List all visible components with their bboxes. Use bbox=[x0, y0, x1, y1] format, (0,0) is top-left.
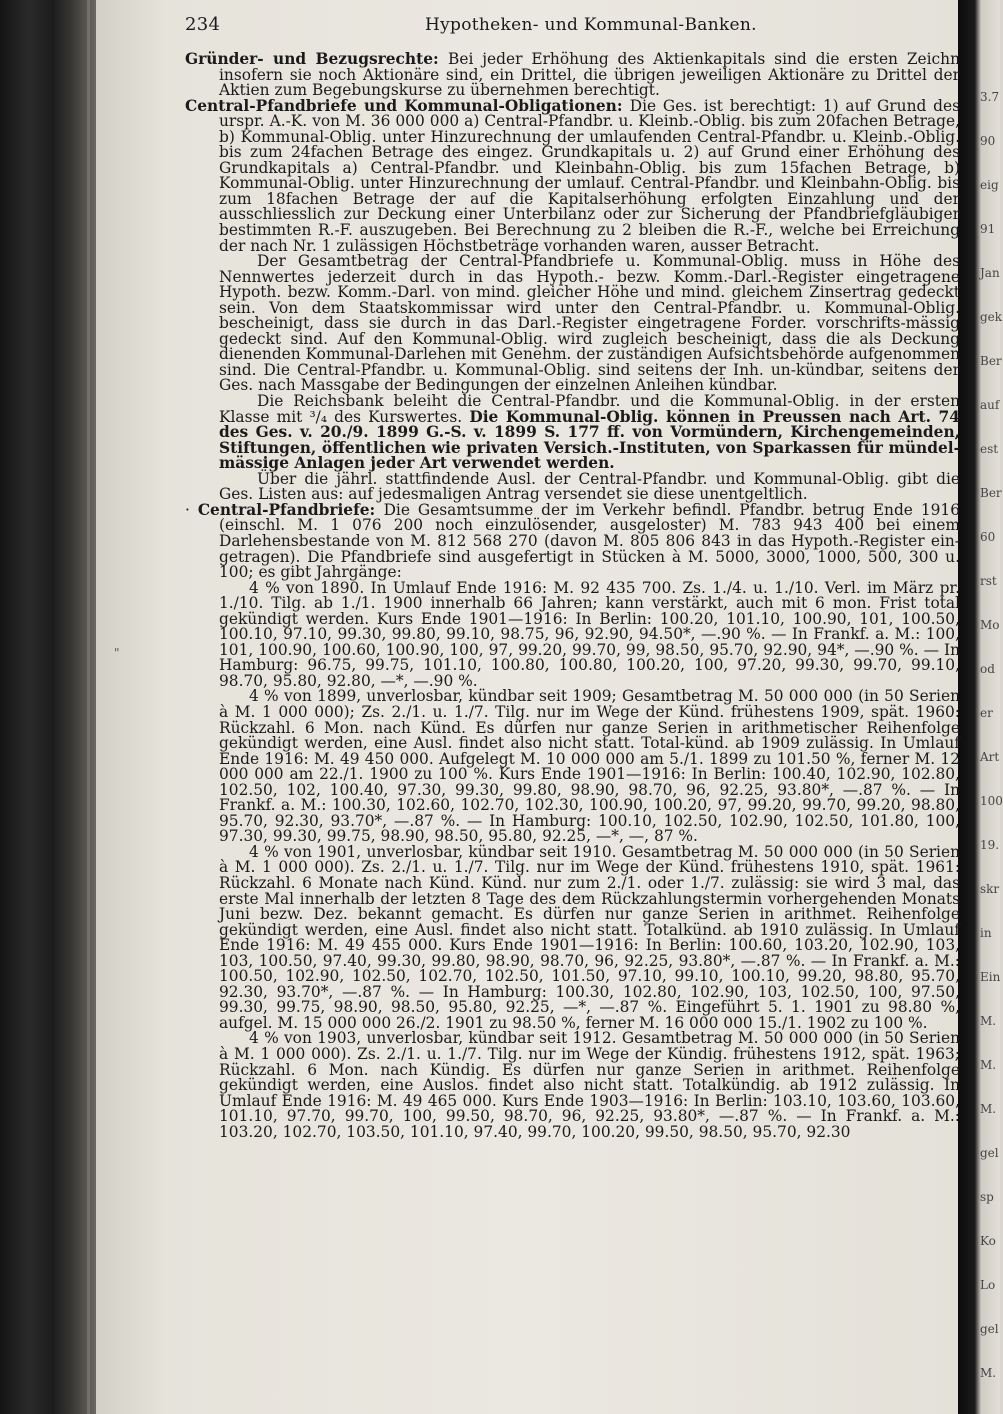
facing-page-fragment: skr bbox=[980, 882, 1000, 896]
text-run: 4 % von 1899, unverlosbar, kündbar seit 1909; Gesamtbetrag M. 50 000 000 (in 50 Serien à M. 1 000 000); Zs. 2./1. u. 1./7. Tilg. nur im Wege der Künd. frühestens 1909, spät. 1960: Rückzahl. 6 Mon. nach Künd. Es dürfen nur ganze Serien in arithmetischer Reihenfolge gekündigt werden, eine Ausl. findet also nicht statt. Total-künd. ab 1909 zulässig. In Umlauf Ende 1916: M. 49 450 000. Aufgelegt M. 10 000 000 am 5./1. 1899 zu 101.50 %, ferner M. 12 000 000 am 22./1. 1900 zu 100 %. Kurs Ende 1901—1916: In Berlin: 100.40, 102.90, 102.80, 102.50, 102, 100.40, 97.30, 99.30, 99.80, 98.90, 98.70, 96, 92.25, 93.80*, —.87 %. — In Frankf. a. M.: 100.30, 102.60, 102.70, 102.30, 100.90, 100.20, 97, 99.20, 99.70, 99.20, 98.80, 95.70, 92.30, 93.70*, —.87 %. — In Hamburg: 100.10, 102.50, 102.90, 102.50, 101.80, 100, 97.30, 99.30, 99.75, 98.90, 98.50, 95.80, 92.25, —*, —, 87 %. bbox=[219, 687, 960, 846]
text-run: Die Reichsbank beleiht die Central-Pfandbr. und die Kommunal-Oblig. in der ersten Klasse mit ³/₄ des Kurswertes. bbox=[219, 392, 960, 426]
facing-page-fragment: gel bbox=[980, 1146, 999, 1160]
facing-page-fragment: Ko bbox=[980, 1234, 996, 1248]
facing-page-fragment: 3.7 bbox=[980, 90, 1000, 104]
bold-heading-run: Central-Pfandbriefe und Kommunal-Obligationen: bbox=[185, 96, 630, 115]
text-run: Die Gesamtsumme der im Verkehr befindl. Pfandbr. betrug Ende 1916 (einschl. M. 1 076 200 noch einzulösender, ausgeloster) M. 783 943 400 bei einem Darlehensbestande von M. 812 568 270 (davon M. 805 806 843 in das Hypoth.-Register ein-getragen). Die Pfandbriefe sind ausgefertigt in Stücken à M. 5000, 3000, 1000, 500, 300 u. 100; es gibt Jahrgänge: bbox=[219, 500, 960, 582]
text-run: 4 % von 1903, unverlosbar, kündbar seit 1912. Gesamtbetrag M. 50 000 000 (in 50 Serien à M. 1 000 000). Zs. 2./1. u. 1./7. Tilg. nur im Wege der Kündig. frühestens 1912, spät. 1963; Rückzahl. 6 Mon. nach Kündig. Es dürfen nur ganze Serien in arithmet. Reihenfolge gekündigt werden, eine Auslos. findet also nicht statt. Totalkündig. ab 1912 zulässig. In Umlauf Ende 1916: M. 49 465 000. Kurs Ende 1903—1916: In Berlin: 103.10, 103.60, 103.60, 101.10, 97.70, 99.70, 100, 99.50, 98.70, 96, 92.25, 93.80*, —.87 %. — In Frankf. a. M.: 103.20, 102.70, 103.50, 101.10, 97.40, 99.70, 100.20, 99.50, 98.50, 95.70, 92.30 bbox=[219, 1029, 960, 1141]
facing-page-fragment: 60 bbox=[980, 530, 996, 544]
facing-page-fragment: rst bbox=[980, 574, 997, 588]
paragraph-p5 bbox=[185, 469, 960, 504]
facing-page-fragment: 91 bbox=[980, 222, 996, 236]
page-header bbox=[185, 14, 960, 52]
bold-heading-run: Die Kommunal-Oblig. können in Preussen nach Art. 74 des Ges. v. 20./9. 1899 G.-S. v. 1899 S. 177 ff. von Vormündern, Kirchengemeinden, Stiftungen, öffentlichen wie privaten Versich.-Instituten, von Sparkassen für mündel-mässige Anlagen jeder Art verwendet werden. bbox=[219, 407, 960, 473]
facing-page-fragment: M. bbox=[980, 1366, 997, 1380]
paragraph-p2 bbox=[185, 96, 960, 255]
text-run: 4 % von 1890. In Umlauf Ende 1916: M. 92 435 700. Zs. 1./4. u. 1./10. Verl. im März pr. 1./10. Tilg. ab 1./1. 1900 innerhalb 66 Jahren; kann verstärkt, auch mit 6 mon. Frist total gekündigt werden. Kurs Ende 1901—1916: In Berlin: 100.20, 101.10, 100.90, 101, 100.50, 100.10, 97.10, 99.30, 99.80, 99.10, 98.75, 96, 92.90, 94.50*, —.90 %. — In Frankf. a. M.: 100, 101, 100.90, 100.60, 100.90, 100, 97, 99.20, 99.70, 99, 98.50, 95.70, 92.90, 94*, —.90 %. — In Hamburg: 96.75, 99.75, 101.10, 100.80, 100.80, 100.20, 100, 97.20, 99.30, 99.70, 99.10, 98.70, 95.80, 92.80, —*, —.90 %. bbox=[219, 578, 960, 690]
text-run: Bei jeder Erhöhung des Aktienkapitals sind die ersten Zeichn insofern sie noch Aktionäre sind, ein Drittel, die übrigen jeweiligen Aktionäre zu Drittel der Aktien zum Begebungskurse zu übernehmen berechtigt. bbox=[219, 50, 960, 100]
bold-heading-run: Central-Pfandbriefe: bbox=[197, 500, 384, 519]
paragraph-p9 bbox=[185, 842, 960, 1032]
facing-page-fragment: Art bbox=[980, 750, 1000, 764]
facing-page-fragment: 100 bbox=[980, 794, 1003, 808]
facing-page-fragment: Ein bbox=[980, 970, 1001, 984]
text-run: Die Ges. ist berechtigt: 1) auf Grund des urspr. A.-K. von M. 36 000 000 a) Central-Pfandbr. u. Kleinb.-Oblig. bis zum 20fachen Betrage, b) Kommunal-Oblig. unter Hinzurechnung der umlaufenden Central-Pfandbr. u. Kleinb.-Oblig. bis zum 24fachen Betrage des eingez. Grundkapitals u. 2) auf Grund einer Erhöhung des Grundkapitals a) Central-Pfandbr. und Kleinbahn-Oblig. bis zum 15fachen Betrage, b) Kommunal-Oblig. unter Hinzurechnung der umlauf. Central-Pfandbr. und Kleinbahn-Oblig. bis zum 18fachen Betrage der auf die Kapitalserhöhung erfolgten Einzahlung und der ausschliesslich zur Deckung einer Unterbilanz oder zur Sicherung der Pfandbriefgläubiger bestimmten R.-F. auszugeben. Bei Berechnung zu 2 bleiben die R.-F., welche bei Erreichung der nach Nr. 1 zulässigen Höchstbeträge vorhanden waren, ausser Betracht. bbox=[219, 96, 960, 255]
facing-page-fragment: gek bbox=[980, 310, 1003, 324]
facing-page-fragment: er bbox=[980, 706, 993, 720]
facing-page-fragment: gel bbox=[980, 1322, 999, 1336]
facing-page-fragment: M. bbox=[980, 1014, 997, 1028]
text-run: · bbox=[185, 500, 198, 519]
margin-mark: " bbox=[114, 646, 120, 660]
bold-heading-run: Gründer- und Bezugsrechte: bbox=[185, 50, 449, 68]
facing-page-fragment: eig bbox=[980, 178, 999, 192]
paragraph-p7 bbox=[185, 578, 960, 690]
facing-page-fragment: Ber bbox=[980, 486, 1002, 500]
facing-page-fragment: M. bbox=[980, 1102, 997, 1116]
right-page-edge bbox=[958, 0, 1003, 1414]
paragraph-p3 bbox=[185, 254, 960, 394]
text-run: Über die jährl. stattfindende Ausl. der Central-Pfandbr. und Kommunal-Oblig. gibt die Ges. Listen aus: auf jedesmaligen Antrag versendet sie diese unentgeltlich. bbox=[219, 469, 960, 504]
facing-page-fragment: in bbox=[980, 926, 992, 940]
page-content bbox=[185, 14, 960, 1409]
text-run: 4 % von 1901, unverlosbar, kündbar seit 1910. Gesamtbetrag M. 50 000 000 (in 50 Serien à M. 1 000 000). Zs. 2./1. u. 1./7. Tilg. nur im Wege der Künd. frühestens 1910, spät. 1961: Rückzahl. 6 Monate nach Künd. Künd. nur zum 2./1. oder 1./7. zulässig: sie wird 3 mal, das erste Mal innerhalb der letzten 8 Tage des dem Rückzahlungstermin vorhergehenden Monats Juni bezw. Dez. bekannt gemacht. Es dürfen nur ganze Serien in arithmet. Reihenfolge gekündigt werden, eine Ausl. findet also nicht statt. Totalkünd. ab 1910 zulässig. In Umlauf Ende 1916: M. 49 455 000. Kurs Ende 1901—1916: In Berlin: 100.60, 103.20, 102.90, 103, 103, 100.50, 97.40, 99.30, 99.80, 98.90, 98.70, 96, 92.25, 93.80*, —.87 %. — In Frankf. a. M.: 100.50, 102.90, 102.50, 102.70, 102.50, 101.50, 97.10, 99.10, 100.10, 99.20, 98.80, 95.70, 92.30, 93.70*, —.87 %. — In Hamburg: 100.30, 102.80, 102.90, 103, 102.50, 100, 97.50, 99.30, 99.75, 98.90, 98.50, 95.80, 92.25, —*, —.87 %. Eingeführt 5. 1. 1901 zu 98.80 %, aufgel. M. 15 000 000 26./2. 1901 zu 98.50 %, ferner M. 16 000 000 15./1. 1902 zu 100 %. bbox=[219, 842, 960, 1032]
paragraph-p1 bbox=[185, 52, 960, 99]
paragraph-p6 bbox=[185, 500, 960, 582]
facing-page-fragment: est bbox=[980, 442, 999, 456]
book-binding-gutter bbox=[0, 0, 96, 1414]
facing-page-fragment: Mo bbox=[980, 618, 1000, 632]
page-number: 234 bbox=[185, 14, 221, 35]
facing-page-fragment: auf bbox=[980, 398, 1000, 412]
paragraph-p4 bbox=[185, 394, 960, 472]
paragraph-p10 bbox=[185, 1031, 960, 1140]
facing-page-fragment: sp bbox=[980, 1190, 994, 1204]
facing-page-fragment: Jan bbox=[980, 266, 1000, 280]
body-text bbox=[185, 52, 960, 1140]
facing-page-fragment: Ber bbox=[980, 354, 1002, 368]
facing-page-fragment: Lo bbox=[980, 1278, 996, 1292]
facing-page-fragment: 90 bbox=[980, 134, 996, 148]
facing-page-fragment: od bbox=[980, 662, 995, 676]
text-run: Der Gesamtbetrag der Central-Pfandbriefe u. Kommunal-Oblig. muss in Höhe des Nennwertes jederzeit durch in das Hypoth.- bezw. Komm.-Darl.-Register eingetragene Hypoth. bezw. Komm.-Darl. von mind. gleicher Höhe und mind. gleichem Zinsertrag gedeckt sein. Von dem Staatskommissar wird unter den Central-Pfandbr. u. Kommunal-Oblig. bescheinigt, dass sie durch in das Darl.-Register eingetragene Forder. vorschrifts-mässig gedeckt sind. Auf den Kommunal-Oblig. wird zugleich bescheinigt, dass die als Deckung dienenden Kommunal-Darlehen mit Genehm. der zuständigen Aufsichtsbehörde aufgenommen sind. Die Central-Pfandbr. u. Kommunal-Oblig. sind seitens der Inh. un-kündbar, seitens der Ges. nach Massgabe der Bedingungen der einzelnen Anleihen kündbar. bbox=[219, 252, 960, 395]
paragraph-p8 bbox=[185, 689, 960, 844]
running-head: Hypotheken- und Kommunal-Banken. bbox=[425, 15, 757, 35]
facing-page-fragment: 19. bbox=[980, 838, 1000, 852]
facing-page-fragment: M. bbox=[980, 1058, 997, 1072]
